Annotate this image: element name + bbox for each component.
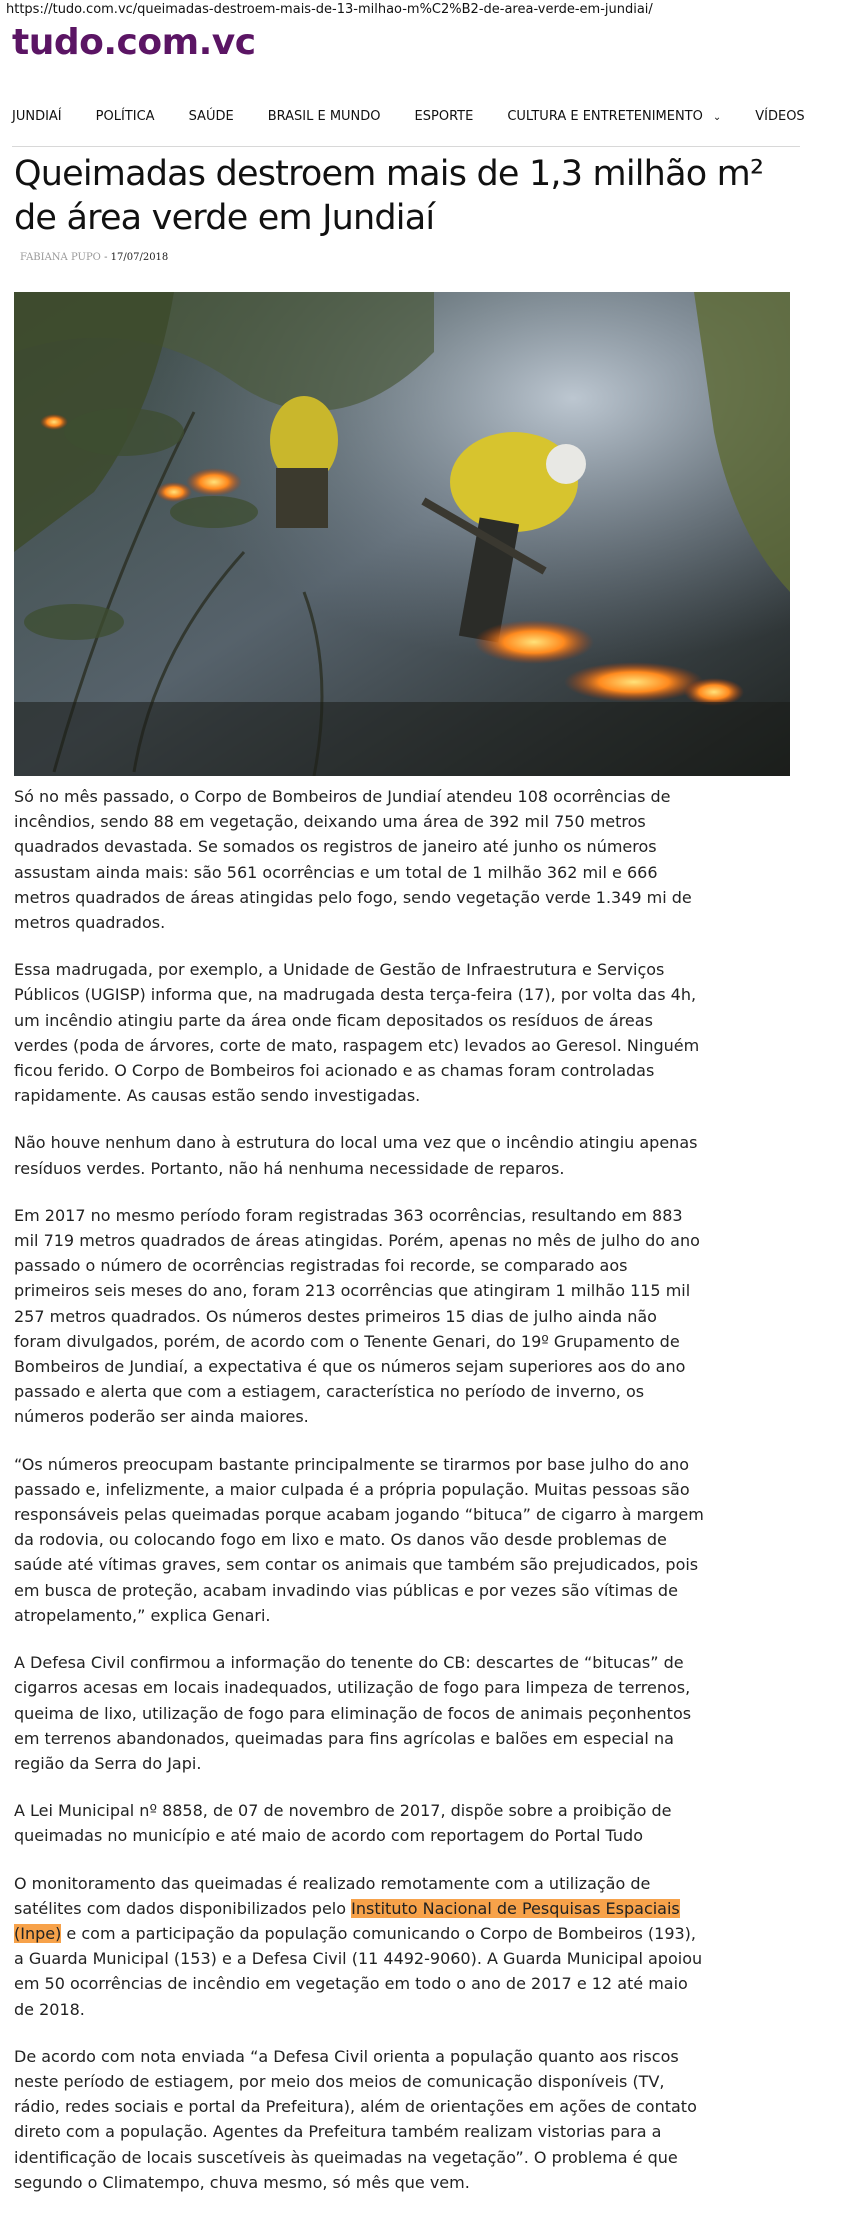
- article-hero-image: [14, 292, 790, 776]
- paragraph-text: O monitoramento das queimadas é realizado remotamente com a utilização de satélites com dados disponibilizados pelo: [14, 1873, 651, 1918]
- article-paragraph: Só no mês passado, o Corpo de Bombeiros de Jundiaí atendeu 108 ocorrências de incêndios, sendo 88 em vegetação, deixando uma área de 392 mil 750 metros quadrados devastada. Se somados os registros de janeiro até junho os números assustam ainda mais: são 561 ocorrências e um total de 1 milhão 362 mil e 666 metros quadrados de áreas atingidas pelo fogo, sendo vegetação verde 1.349 mi de metros quadrados.: [14, 787, 692, 933]
- article-paragraph: “Os números preocupam bastante principalmente se tirarmos por base julho do ano passado e, infelizmente, a maior culpada é a própria população. Muitas pessoas são responsáveis pelas queimadas porque acabam jogando “bituca” de cigarro à margem da rodovia, ou colocando fogo em lixo e mato. Os danos vão desde problemas de saúde até vítimas graves, sem contar os animais que também são prejudicados, pois em busca de proteção, acabam invadindo vias públicas e por vezes são vítimas de atropelamento,” explica Genari.: [14, 1454, 704, 1625]
- nav-item-videos[interactable]: VÍDEOS: [755, 108, 805, 124]
- article-date: 17/07/2018: [110, 252, 169, 263]
- nav-item-jundiai[interactable]: JUNDIAÍ: [12, 108, 62, 124]
- article-meta: [20, 252, 168, 263]
- url-bar[interactable]: https://tudo.com.vc/queimadas-destroem-mais-de-13-milhao-m%C2%B2-de-area-verde-em-jundiai/: [6, 2, 653, 17]
- article-paragraph: A Defesa Civil confirmou a informação do tenente do CB: descartes de “bitucas” de cigarros acesas em locais inadequados, utilização de fogo para limpeza de terrenos, queima de lixo, utilização de fogo para eliminação de focos de animais peçonhentos em terrenos abandonados, queimadas para fins agrícolas e balões em especial na região da Serra do Japi.: [14, 1653, 692, 1773]
- nav-item-cultura[interactable]: [507, 109, 721, 124]
- meta-separator: -: [104, 252, 108, 263]
- nav-item-politica[interactable]: POLÍTICA: [95, 108, 155, 124]
- article-paragraph-monitoramento: [14, 1871, 704, 2022]
- article-paragraph: Em 2017 no mesmo período foram registradas 363 ocorrências, resultando em 883 mil 719 metros quadrados de áreas atingidas. Porém, apenas no mês de julho do ano passado o número de ocorrências registradas foi recorde, se comparado aos primeiros seis meses do ano, foram 213 ocorrências que atingiram 1 milhão 115 mil 257 metros quadrados. Os números destes primeiros 15 dias de julho ainda não foram divulgados, porém, de acordo com o Tenente Genari, do 19º Grupamento de Bombeiros de Jundiaí, a expectativa é que os números sejam superiores aos do ano passado e alerta que com a estiagem, característica no período de inverno, os números poderão ser ainda maiores.: [14, 1205, 700, 1427]
- nav-divider: [12, 146, 800, 147]
- paragraph-text: e com a participação da população comunicando o Corpo de Bombeiros (193), a Guarda Municipal (153) e a Defesa Civil (11 4492-9060). A Guarda Municipal apoiou em 50 ocorrências de incêndio em vegetação em todo o ano de 2017 e 12 até maio de 2018.: [14, 1923, 703, 2019]
- article-paragraph: A Lei Municipal nº 8858, de 07 de novembro de 2017, dispõe sobre a proibição de queimadas no município e até maio de acordo com reportagem do Portal Tudo: [14, 1801, 672, 1846]
- article-paragraph: Essa madrugada, por exemplo, a Unidade de Gestão de Infraestrutura e Serviços Públicos (UGISP) informa que, na madrugada desta terça-feira (17), por volta das 4h, um incêndio atingiu parte da área onde ficam depositados os resíduos de áreas verdes (poda de árvores, corte de mato, raspagem etc) levados ao Geresol. Ninguém ficou ferido. O Corpo de Bombeiros foi acionado e as chamas foram controladas rapidamente. As causas estão sendo investigadas.: [14, 960, 700, 1106]
- inpe-highlight-link[interactable]: Instituto Nacional de Pesquisas Espaciais (Inpe): [14, 1898, 680, 1943]
- chevron-down-icon: ⌄: [712, 111, 722, 123]
- nav-item-esporte[interactable]: ESPORTE: [414, 108, 474, 124]
- article-paragraph: Não houve nenhum dano à estrutura do local uma vez que o incêndio atingiu apenas resíduos verdes. Portanto, não há nenhuma necessidade de reparos.: [14, 1133, 698, 1178]
- main-nav: [12, 104, 805, 128]
- article-paragraph: De acordo com nota enviada “a Defesa Civil orienta a população quanto aos riscos neste período de estiagem, por meio dos meios de comunicação disponíveis (TV, rádio, redes sociais e portal da Prefeitura), além de orientações em ações de contato direto com a população. Agentes da Prefeitura também realizam vistorias para a identificação de locais suscetíveis às queimadas na vegetação”. O problema é que segundo o Climatempo, chuva mesmo, só mês que vem.: [14, 2046, 697, 2192]
- site-logo[interactable]: tudo.com.vc: [12, 22, 256, 63]
- article-title: Queimadas destroem mais de 1,3 milhão m² de área verde em Jundiaí: [14, 154, 764, 238]
- nav-item-cultura-label: CULTURA E ENTRETENIMENTO: [507, 108, 703, 124]
- article-body: [14, 784, 704, 2217]
- nav-item-saude[interactable]: SAÚDE: [188, 108, 234, 124]
- nav-item-brasil-e-mundo[interactable]: BRASIL E MUNDO: [267, 108, 381, 124]
- article-author[interactable]: FABIANA PUPO: [20, 252, 101, 263]
